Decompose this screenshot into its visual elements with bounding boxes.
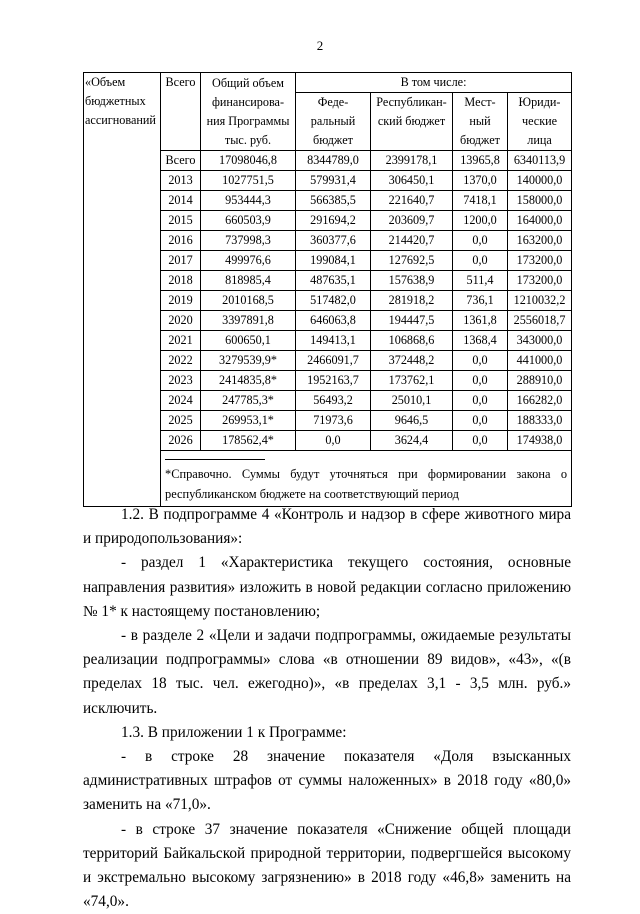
federal-cell: 291694,2 [296, 211, 371, 231]
year-cell: 2015 [161, 211, 201, 231]
footnote-rule [165, 459, 265, 460]
paragraph: - в строке 37 значение показателя «Снижение общей площади территорий Байкальской природной территории, подвергшейся высокому и экстремально высокому загрязнению» в 2018 году «46,8» заменить на «74,0». [83, 820, 571, 911]
legal-entities-cell: 441000,0 [508, 351, 572, 371]
republic-cell: 173762,1 [371, 371, 453, 391]
legal-entities-cell: 164000,0 [508, 211, 572, 231]
first-col-header: «Объем бюджетных ассигнований [84, 73, 161, 507]
republic-cell: 127692,5 [371, 251, 453, 271]
legal-entities-cell: 343000,0 [508, 331, 572, 351]
republic-cell: 106868,6 [371, 331, 453, 351]
budget-allocations-table [83, 72, 572, 507]
footnote-text: *Справочно. Суммы будут уточняться при формировании закона о республиканском бюджете на соответствующий период [165, 467, 568, 501]
federal-cell: 2466091,7 [296, 351, 371, 371]
republic-cell: 2399178,1 [371, 151, 453, 171]
federal-header: Феде- ральный бюджет [296, 93, 371, 151]
paragraph: - в строке 28 значение показателя «Доля взысканных административных штрафов от суммы наложенных» в 2018 году «80,0» заменить на «71,0». [83, 748, 571, 814]
republic-cell: 194447,5 [371, 311, 453, 331]
legal-entities-cell: 173200,0 [508, 251, 572, 271]
total-cell: 737998,3 [201, 231, 296, 251]
federal-cell: 1952163,7 [296, 371, 371, 391]
legal-entities-cell: 166282,0 [508, 391, 572, 411]
total-cell: 953444,3 [201, 191, 296, 211]
local-cell: 736,1 [453, 291, 508, 311]
total-cell: 269953,1* [201, 411, 296, 431]
republic-cell: 281918,2 [371, 291, 453, 311]
year-cell: 2014 [161, 191, 201, 211]
local-cell: 0,0 [453, 371, 508, 391]
federal-cell: 517482,0 [296, 291, 371, 311]
legal-entities-cell: 6340113,9 [508, 151, 572, 171]
local-header: Мест- ный бюджет [453, 93, 508, 151]
local-cell: 0,0 [453, 231, 508, 251]
year-cell: 2026 [161, 431, 201, 451]
total-cell: 247785,3* [201, 391, 296, 411]
federal-cell: 0,0 [296, 431, 371, 451]
federal-cell: 199084,1 [296, 251, 371, 271]
legal-entities-cell: 288910,0 [508, 371, 572, 391]
legal-entities-cell: 1210032,2 [508, 291, 572, 311]
total-cell: 3279539,9* [201, 351, 296, 371]
legal-entities-header: Юриди- ческие лица [508, 93, 572, 151]
legal-entities-cell: 140000,0 [508, 171, 572, 191]
federal-cell: 566385,5 [296, 191, 371, 211]
year-cell: 2023 [161, 371, 201, 391]
federal-cell: 360377,6 [296, 231, 371, 251]
total-cell: 660503,9 [201, 211, 296, 231]
total-header: Всего [161, 73, 201, 151]
local-cell: 1370,0 [453, 171, 508, 191]
federal-cell: 646063,8 [296, 311, 371, 331]
total-cell: 178562,4* [201, 431, 296, 451]
total-cell: 1027751,5 [201, 171, 296, 191]
total-cell: 499976,6 [201, 251, 296, 271]
local-cell: 1368,4 [453, 331, 508, 351]
document-body [83, 503, 571, 914]
year-cell: 2016 [161, 231, 201, 251]
year-cell: 2019 [161, 291, 201, 311]
local-cell: 0,0 [453, 431, 508, 451]
paragraph: - раздел 1 «Характеристика текущего состояния, основные направления развития» изложить в новой редакции согласно приложению № 1* к настоящему постановлению; [83, 554, 571, 620]
legal-entities-cell: 2556018,7 [508, 311, 572, 331]
local-cell: 1361,8 [453, 311, 508, 331]
total-cell: 2414835,8* [201, 371, 296, 391]
paragraph: 1.2. В подпрограмме 4 «Контроль и надзор в сфере животного мира и природопользования»: [83, 506, 571, 548]
local-cell: 0,0 [453, 251, 508, 271]
year-cell: 2013 [161, 171, 201, 191]
year-cell: 2020 [161, 311, 201, 331]
total-cell: 2010168,5 [201, 291, 296, 311]
including-header: В том числе: [296, 73, 572, 93]
program-header: Общий объем финансирова- ния Программы тыс. руб. [201, 73, 296, 151]
total-cell: 818985,4 [201, 271, 296, 291]
year-cell: 2021 [161, 331, 201, 351]
republic-cell: 203609,7 [371, 211, 453, 231]
legal-entities-cell: 174938,0 [508, 431, 572, 451]
federal-cell: 56493,2 [296, 391, 371, 411]
federal-cell: 8344789,0 [296, 151, 371, 171]
year-cell: 2022 [161, 351, 201, 371]
local-cell: 13965,8 [453, 151, 508, 171]
federal-cell: 487635,1 [296, 271, 371, 291]
local-cell: 0,0 [453, 411, 508, 431]
federal-cell: 579931,4 [296, 171, 371, 191]
paragraph: - в разделе 2 «Цели и задачи подпрограммы, ожидаемые результаты реализации подпрограммы» слова «в отношении 89 видов», «43», «(в пределах 18 тыс. чел. ежегодно)», «в пределах 3,1 - 3,5 млн. руб.» исключить. [83, 627, 571, 717]
local-cell: 0,0 [453, 351, 508, 371]
republic-cell: 214420,7 [371, 231, 453, 251]
legal-entities-cell: 188333,0 [508, 411, 572, 431]
federal-cell: 71973,6 [296, 411, 371, 431]
year-cell: 2024 [161, 391, 201, 411]
total-cell: 3397891,8 [201, 311, 296, 331]
republic-cell: 221640,7 [371, 191, 453, 211]
federal-cell: 149413,1 [296, 331, 371, 351]
local-cell: 0,0 [453, 391, 508, 411]
year-cell: 2025 [161, 411, 201, 431]
total-cell: 600650,1 [201, 331, 296, 351]
local-cell: 7418,1 [453, 191, 508, 211]
paragraph: 1.3. В приложении 1 к Программе: [121, 723, 347, 741]
legal-entities-cell: 158000,0 [508, 191, 572, 211]
republic-cell: 306450,1 [371, 171, 453, 191]
year-cell: Всего [161, 151, 201, 171]
republic-cell: 9646,5 [371, 411, 453, 431]
legal-entities-cell: 163200,0 [508, 231, 572, 251]
local-cell: 511,4 [453, 271, 508, 291]
year-cell: 2017 [161, 251, 201, 271]
republic-cell: 372448,2 [371, 351, 453, 371]
page-number: 2 [316, 38, 324, 53]
republic-header: Республикан- ский бюджет [371, 93, 453, 151]
legal-entities-cell: 173200,0 [508, 271, 572, 291]
footnote-cell [161, 451, 572, 507]
total-cell: 17098046,8 [201, 151, 296, 171]
local-cell: 1200,0 [453, 211, 508, 231]
republic-cell: 3624,4 [371, 431, 453, 451]
republic-cell: 25010,1 [371, 391, 453, 411]
republic-cell: 157638,9 [371, 271, 453, 291]
year-cell: 2018 [161, 271, 201, 291]
